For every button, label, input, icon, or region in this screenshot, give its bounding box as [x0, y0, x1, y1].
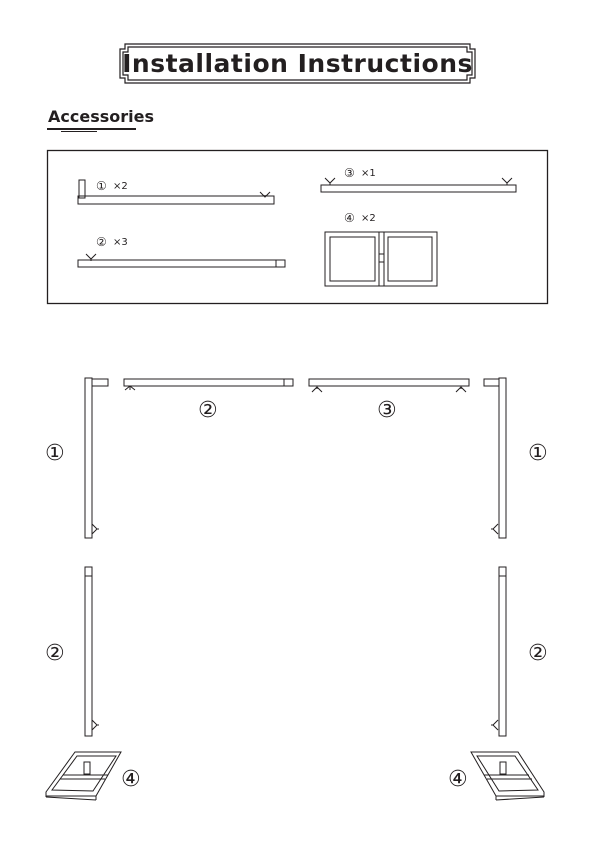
left-upper-post-label: ① — [45, 441, 65, 466]
part-1-illustration — [78, 180, 274, 204]
part-2-illustration — [78, 254, 285, 267]
left-lower-post-label: ② — [45, 641, 65, 666]
accessories-box — [48, 151, 548, 304]
part-3-qty: ×1 — [361, 168, 376, 179]
right-upper-post — [484, 378, 506, 538]
top-right-bar-label: ③ — [377, 398, 397, 423]
top-right-bar — [309, 379, 469, 392]
left-base-label: ④ — [121, 767, 141, 792]
right-base — [471, 752, 544, 800]
part-2-id: ② — [96, 235, 107, 249]
part-3-id: ③ — [344, 166, 355, 180]
top-left-bar-label: ② — [198, 398, 218, 423]
left-lower-post — [85, 567, 99, 736]
part-4-illustration — [325, 232, 437, 286]
part-3-illustration — [321, 178, 516, 192]
left-base — [46, 752, 121, 800]
right-base-label: ④ — [448, 767, 468, 792]
left-upper-post — [85, 378, 108, 538]
part-1-qty: ×2 — [113, 181, 128, 192]
top-left-bar — [124, 379, 293, 390]
part-4-qty: ×2 — [361, 213, 376, 224]
right-upper-post-label: ① — [528, 441, 548, 466]
page-title: Installation Instructions — [122, 49, 473, 78]
right-lower-post — [491, 567, 506, 736]
part-2-qty: ×3 — [113, 237, 128, 248]
right-lower-post-label: ② — [528, 641, 548, 666]
part-4-id: ④ — [344, 211, 355, 225]
accessories-heading: Accessories — [48, 107, 154, 126]
part-1-id: ① — [96, 179, 107, 193]
